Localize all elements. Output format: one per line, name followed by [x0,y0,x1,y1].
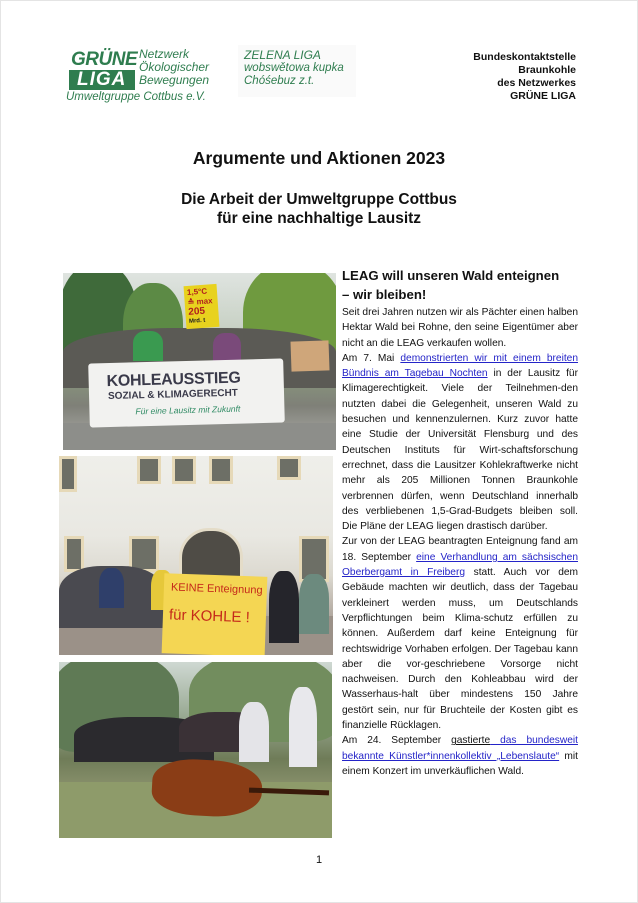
link-gastierte[interactable]: gastierte [451,735,491,747]
window-shape [172,456,196,484]
page-number: 1 [315,854,323,866]
zelena-liga-title: ZELENA LIGA [244,48,321,62]
page-title: Argumente und Aktionen 2023 [192,148,446,168]
link-verhandlung[interactable]: eine Verhandlung am sächsischen Oberbergamt in Freiberg [342,551,578,579]
subtitle-line: für eine nachhaltige Lausitz [216,210,422,227]
crowd-shape [213,333,241,363]
article-heading-line: – wir bleiben! [342,287,427,302]
banner-text: KEINE Enteignung [170,581,263,597]
article-body [342,305,578,779]
page-subtitle [0,190,638,228]
logo-liga-text: LIGA [77,69,127,90]
crowd-shape [299,574,329,634]
crowd-shape [99,568,124,608]
logo-grune-text: GRÜNE [71,49,138,70]
article-heading [342,266,578,304]
cello-shape [151,757,264,819]
window-shape [64,536,84,572]
paragraph-1: Seit drei Jahren nutzen wir als Pächter einen halben Hektar Wald bei Rohne, den seine Eigentümer aber nicht an die LEAG verkaufen wollen. [342,307,578,349]
window-shape [137,456,161,484]
musicians-shape [239,702,269,762]
banner-text: Für eine Lausitz mit Zukunft [135,403,241,417]
sign-text: ≙ max [187,296,213,307]
logo-network-text [139,48,209,87]
link-demonstration[interactable]: demonstrierten wir mit einem breiten Bündnis am Tagebau Nochten [342,352,579,380]
zelena-liga-line3: Chóśebuz z.t. [244,75,315,87]
crowd-shape [133,331,163,361]
logo-network-line: Bewegungen [139,73,210,87]
link-lebenslaute[interactable]: das bundesweit bekannte Künstler*innenkollektiv „Lebenslaute“ [342,735,578,762]
window-shape [277,456,301,480]
grune-liga-wordmark [69,49,138,90]
crowd-shape [269,571,299,643]
protest-sign-cardboard [290,340,329,371]
photo-concert [59,662,332,838]
sign-text: 1,5°C [186,286,208,297]
logo-group-name: Umweltgruppe Cottbus e.V. [66,91,206,103]
logo-network-line: Ökologischer [139,60,210,74]
logo-network-line: Netzwerk [139,47,190,61]
sign-text: Mrd. t [188,317,206,325]
photo-demonstration [63,273,336,450]
article-heading-line: LEAG will unseren Wald enteignen [342,268,560,283]
contact-line: des Netzwerkes [497,77,576,89]
paragraph-2 [342,351,578,535]
text: Zur von der LEAG beantragten Enteignung fand am 18. September [342,536,578,563]
zelena-liga-line2: wobswětowa kupka [244,62,344,74]
sign-text: 205 [187,305,206,318]
text: Am 7. Mai [342,352,401,364]
article [342,266,578,779]
window-shape [209,456,233,484]
text: in der Lausitz für Klimagerechtigkeit. Viele der Teilnehmen-den nutzten dabei die Gelegenheit, unseren Wald zu besuchen und kennenzulernen. Kurz zuvor hatte eine Studie der Universität Flensburg und des Deutschen Instituts für Wirt-schaftsforschung errechnet, dass die Lausitzer Kohlekraftwerke nicht mehr als 205 Millionen Tonnen Braunkohle verbrennen dürfen, wenn Deutschland innerhalb des verbliebenen 1,5-Grad-Budgets bleiben soll. Die Pläne der LEAG liegen drastisch darüber. [342,368,578,533]
text: mit einem Konzert im unverkäuflichen Wald. [342,750,578,777]
banner-text: SOZIAL & KLIMAGERECHT [107,387,238,403]
paragraph-4 [342,733,578,779]
banner-text: für KOHLE ! [168,606,251,627]
text: statt. Auch vor dem Gebäude machten wir deutlich, dass der Tagebau verkleinert werden muss, um Deutschlands Verpflichtungen beim Klima-schutz erfüllen zu können. Außerdem darf keine Enteignung für rechtswidrige Vorhaben erfolgen. Der Tagebau kann aber die vor-geschriebene Vorsorge nicht nachweisen. Durch den Kohleabbau wird der Wasserhaus-halt über mindestens 150 Jahre gestört sein, nur für Bruchteile der Kosten gibt es finanzielle Rücklagen. [342,567,579,732]
photo-oberbergamt [59,456,333,655]
contact-line: Bundeskontaktstelle [473,51,576,63]
zelena-liga-logo [238,45,356,97]
protest-sign-yellow [184,284,220,329]
text: Am 24. September [342,735,452,747]
contact-line: Braunkohle [518,64,576,76]
subtitle-line: Die Arbeit der Umweltgruppe Cottbus [181,191,457,208]
contact-line: GRÜNE LIGA [510,90,576,102]
paragraph-3 [342,534,578,733]
banner-text: KOHLEAUSSTIEG [106,369,241,391]
window-shape [59,456,77,492]
grune-liga-logo [66,45,210,107]
musicians-shape [289,687,317,767]
banner-keine-enteignung [162,573,268,655]
banner-kohleausstieg [88,358,285,427]
contact-block [473,51,576,103]
